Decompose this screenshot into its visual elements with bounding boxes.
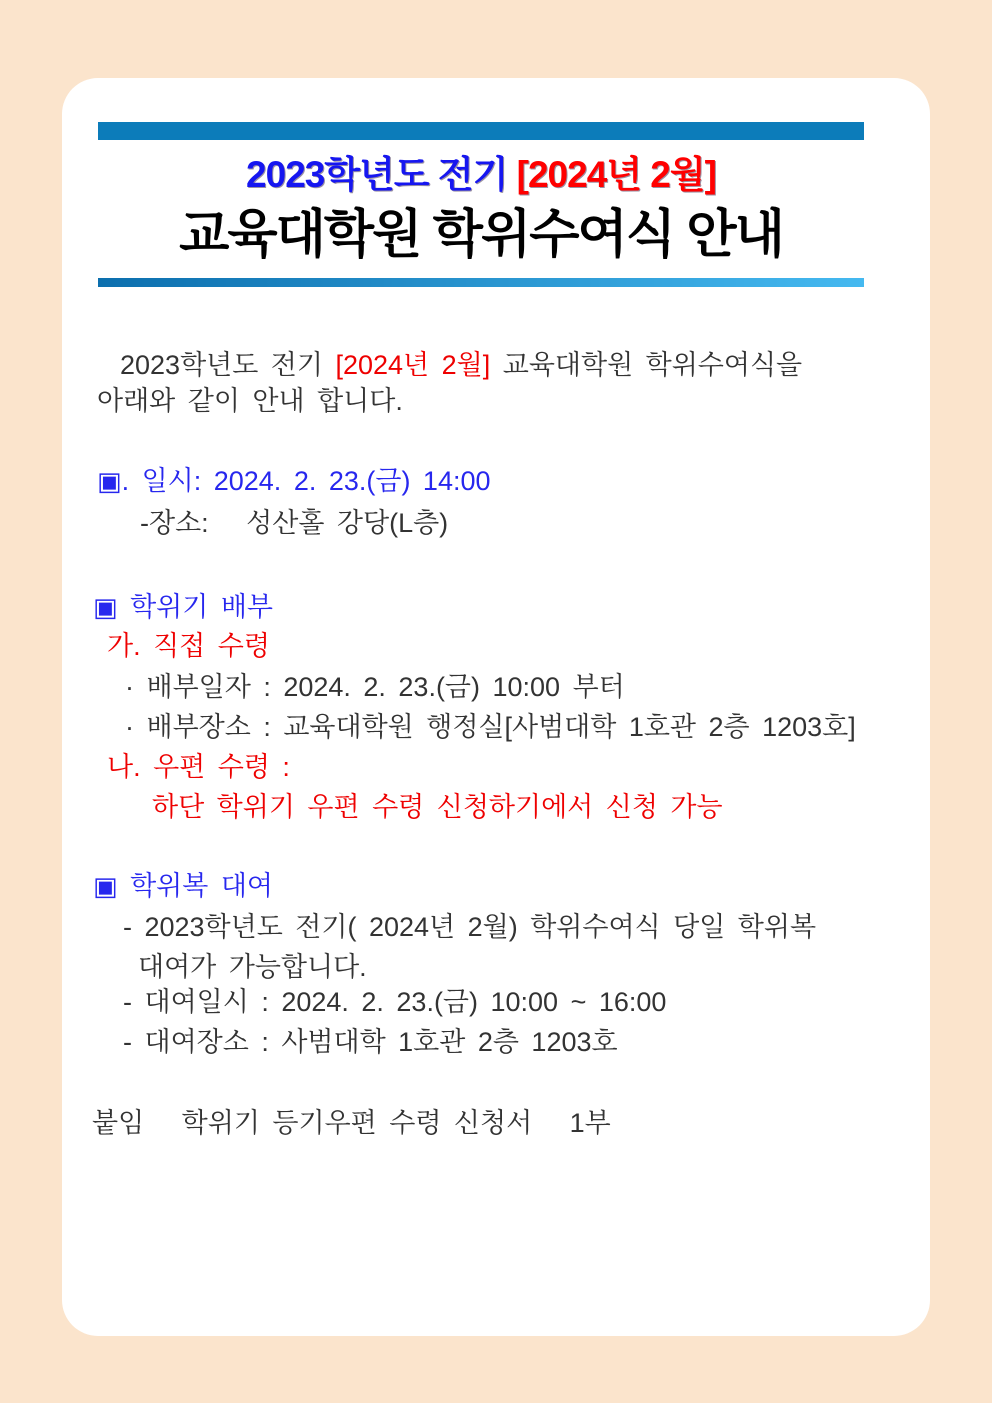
top-accent-bar bbox=[98, 122, 864, 140]
diploma-section-title: 학위기 배부 bbox=[117, 592, 273, 622]
gown-line-2: 대여가 가능합니다. bbox=[138, 952, 367, 982]
section-bullet-icon: ▣ bbox=[97, 466, 122, 496]
intro-line1-red: [2024년 2월] bbox=[335, 350, 491, 380]
diploma-direct-heading: 가. 직접 수령 bbox=[107, 631, 270, 661]
diploma-mail-note: 하단 학위기 우편 수령 신청하기에서 신청 가능 bbox=[152, 792, 723, 822]
subtitle-term-text: 2023학년도 전기 bbox=[246, 154, 517, 195]
section-bullet-icon: ▣ bbox=[93, 592, 118, 622]
intro-line1-black: 2023학년도 전기 bbox=[120, 350, 336, 380]
diploma-mail-heading: 나. 우편 수령 : bbox=[107, 752, 290, 782]
attachment-line: 붙임 학위기 등기우편 수령 신청서 1부 bbox=[92, 1108, 611, 1138]
gown-line-1: - 2023학년도 전기( 2024년 2월) 학위수여식 당일 학위복 bbox=[123, 912, 817, 942]
notice-title: 교육대학원 학위수여식 안내 bbox=[179, 206, 783, 264]
event-place-line: -장소: 성산홀 강당(L층) bbox=[140, 508, 449, 538]
gown-section-title: 학위복 대여 bbox=[117, 871, 273, 901]
intro-line-1 bbox=[120, 350, 802, 380]
gown-line-3: - 대여일시 : 2024. 2. 23.(금) 10:00 ~ 16:00 bbox=[123, 987, 667, 1017]
intro-line1-rest: 교육대학원 학위수여식을 bbox=[490, 350, 803, 380]
event-datetime-text: . 일시: 2024. 2. 23.(금) 14:00 bbox=[121, 466, 491, 496]
diploma-item-place: · 배부장소 : 교육대학원 행정실[사범대학 1호관 2층 1203호] bbox=[125, 712, 856, 742]
event-datetime-line bbox=[97, 466, 491, 496]
subtitle-date-text: [2024년 2월] bbox=[516, 154, 716, 195]
notice-card bbox=[62, 78, 930, 1336]
section-bullet-icon: ▣ bbox=[93, 871, 118, 901]
gown-line-4: - 대여장소 : 사범대학 1호관 2층 1203호 bbox=[123, 1027, 618, 1057]
intro-line-2: 아래와 같이 안내 합니다. bbox=[97, 386, 403, 416]
notice-subtitle bbox=[98, 144, 864, 198]
diploma-section-heading bbox=[93, 592, 273, 622]
diploma-item-date: · 배부일자 : 2024. 2. 23.(금) 10:00 부터 bbox=[125, 672, 625, 702]
bottom-accent-bar bbox=[98, 278, 864, 287]
gown-section-heading bbox=[93, 871, 273, 901]
